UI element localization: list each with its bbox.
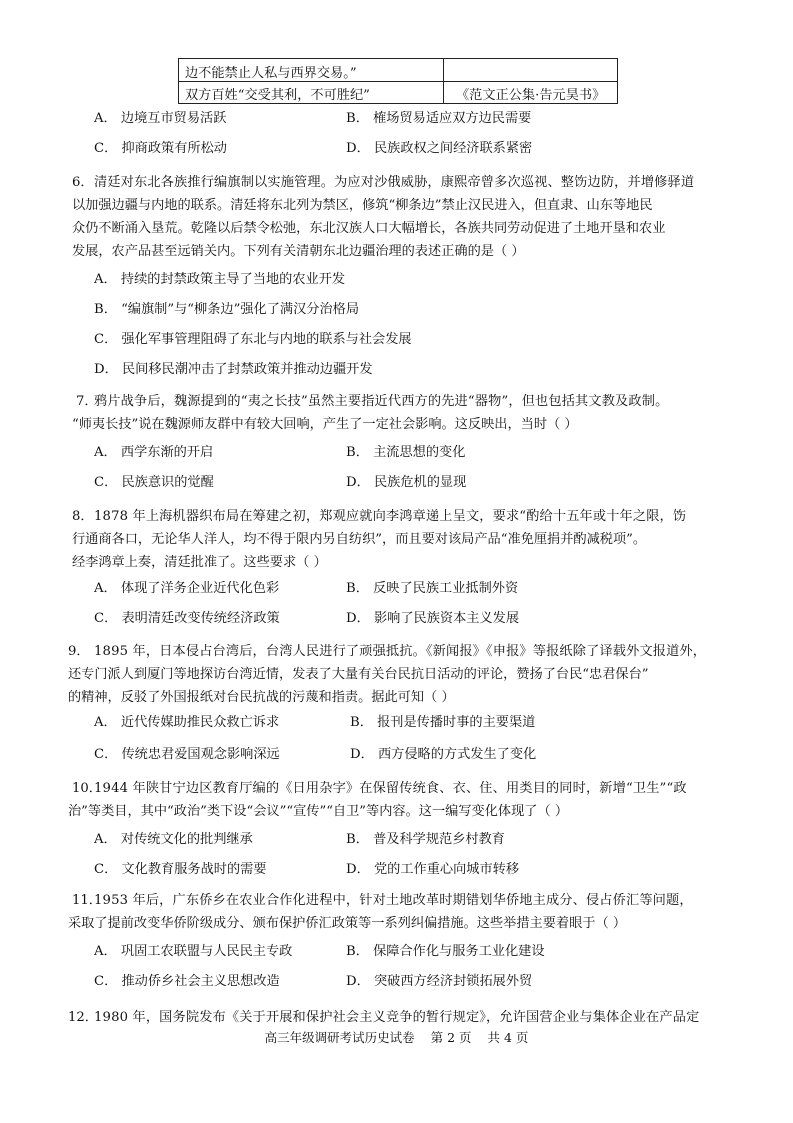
- question-number: 10．: [72, 781, 102, 796]
- question-text: 1944 年陕甘宁边区教育厅编的《日用杂字》在保留传统食、衣、住、用类目的同时，新增“卫生”“政: [94, 781, 687, 796]
- option-d: D． 民族政权之间经济联系紧密: [346, 141, 533, 156]
- table-cell: [179, 81, 444, 103]
- option-d: D． 影响了民族资本主义发展: [346, 611, 520, 626]
- option-b: B． “编旗制”与“柳条边”强化了满汉分治格局: [94, 302, 360, 317]
- table-cell: [179, 59, 444, 81]
- footer-total: 共 4 页: [487, 1030, 529, 1045]
- option-b: B． 报刊是传播时事的主要渠道: [350, 715, 536, 730]
- option-b: B． 反映了民族工业抵制外资: [346, 581, 519, 596]
- question-text: 众仍不断涌入垦荒。乾隆以后禁令松弛，东北汉族人口大幅增长，各族共同劳动促进了土地开垦和农业: [72, 221, 666, 236]
- question-text: 行通商各口，无论华人洋人，均不得于限内另自纺织”，而且要对该局产品“准免厘捐并酌减税项”。: [72, 532, 647, 547]
- question-text: “师夷长技”说在魏源师友群中有较大回响，产生了一定社会影响。这反映出，当时（ ）: [72, 417, 578, 432]
- question-number: 11．: [72, 893, 102, 908]
- question-text: 1980 年，国务院发布《关于开展和保护社会主义竞争的暂行规定》，允许国营企业与集体企业在产品定: [94, 1010, 700, 1025]
- option-d: D． 民族危机的显现: [346, 475, 467, 490]
- table-text: 双方百姓“交受其利，不可胜纪”: [185, 88, 370, 103]
- option-c: C． 推动侨乡社会主义思想改造: [94, 974, 280, 989]
- table-source: 《范文正公集·告元昊书》: [456, 88, 606, 103]
- option-b: B． 榷场贸易适应双方边民需要: [346, 111, 532, 126]
- option-b: B． 主流思想的变化: [346, 445, 466, 460]
- question-text: 采取了提前改变华侨阶级成分、颁布保护侨汇政策等一系列纠偏措施。这些举措主要着眼于（ ）: [68, 916, 627, 931]
- question-number: 8．: [72, 509, 94, 524]
- question-text: 清廷对东北各族推行编旗制以实施管理。为应对沙俄威胁，康熙帝曾多次巡视、整饬边防，并增修驿道: [94, 175, 695, 190]
- question-text: 还专门派人到厦门等地探访台湾近情，发表了大量有关台民抗日活动的评论，赞扬了台民“忠君保台”: [68, 667, 649, 682]
- option-c: C． 表明清廷改变传统经济政策: [94, 611, 280, 626]
- option-a: A． 西学东渐的开启: [94, 445, 214, 460]
- question-text: 1895 年，日本侵占台湾后，台湾人民进行了顽强抵抗。《新闻报》《申报》等报纸除了译载外文报道外，: [94, 644, 707, 659]
- option-d: D． 党的工作重心向城市转移: [346, 862, 520, 877]
- option-c: C． 文化教育服务战时的需要: [94, 862, 267, 877]
- option-c: C． 民族意识的觉醒: [94, 475, 214, 490]
- table-text: 边不能禁止人私与西界交易。”: [185, 66, 357, 81]
- question-number: 6．: [72, 175, 94, 190]
- question-number: 9．: [68, 644, 90, 659]
- question-text: 发展，农产品甚至远销关内。下列有关清朝东北边疆治理的表述正确的是（ ）: [72, 244, 525, 259]
- question-text: 鸦片战争后，魏源提到的“夷之长技”虽然主要指近代西方的先进“器物”，但也包括其文教及政制。: [94, 394, 669, 409]
- footer-page: 第 2 页: [430, 1030, 472, 1045]
- question-text: 经李鸿章上奏，清廷批准了。这些要求（ ）: [72, 555, 327, 570]
- question-text: 治”等类目，其中“政治”类下设“会议”“宣传”“自卫”等内容。这一编写变化体现了（ ）: [68, 804, 569, 819]
- question-number: 7．: [76, 394, 98, 409]
- page-footer: [0, 1028, 793, 1046]
- question-text: 以加强边疆与内地的联系。清廷将东北列为禁区，修筑“柳条边”禁止汉民进入，但直隶、山东等地民: [72, 198, 653, 213]
- question-text: 1878 年上海机器织布局在筹建之初，郑观应就向李鸿章递上呈文，要求“酌给十五年或十年之限，饬: [94, 509, 687, 524]
- option-c: C． 传统忠君爱国观念影响深远: [94, 747, 280, 762]
- option-a: A． 对传统文化的批判继承: [94, 832, 253, 847]
- option-d: D． 西方侵略的方式发生了变化: [350, 747, 537, 762]
- option-c: C． 抑商政策有所松动: [94, 141, 227, 156]
- option-b: B． 普及科学规范乡村教育: [346, 832, 505, 847]
- option-a: A． 巩固工农联盟与人民民主专政: [94, 944, 293, 959]
- option-a: A． 持续的封禁政策主导了当地的农业开发: [94, 272, 346, 287]
- question-number: 12．: [68, 1010, 98, 1025]
- option-d: D． 民间移民潮冲击了封禁政策并推动边疆开发: [94, 362, 373, 377]
- option-d: D． 突破西方经济封锁拓展外贸: [346, 974, 533, 989]
- option-a: A． 体现了洋务企业近代化色彩: [94, 581, 280, 596]
- question-text: 的精神，反驳了外国报纸对台民抗战的污蔑和指责。据此可知（ ）: [68, 690, 455, 705]
- footer-title: 高三年级调研考试历史试卷: [264, 1030, 415, 1045]
- source-table: [178, 58, 618, 104]
- option-c: C． 强化军事管理阻碍了东北与内地的联系与社会发展: [94, 332, 412, 347]
- option-a: A． 近代传媒助推民众救亡诉求: [94, 715, 280, 730]
- option-b: B． 保障合作化与服务工业化建设: [346, 944, 545, 959]
- question-text: 1953 年后，广东侨乡在农业合作化进程中，针对土地改革时期错划华侨地主成分、侵占侨汇等问题，: [94, 893, 693, 908]
- option-a: A． 边境互市贸易活跃: [94, 111, 227, 126]
